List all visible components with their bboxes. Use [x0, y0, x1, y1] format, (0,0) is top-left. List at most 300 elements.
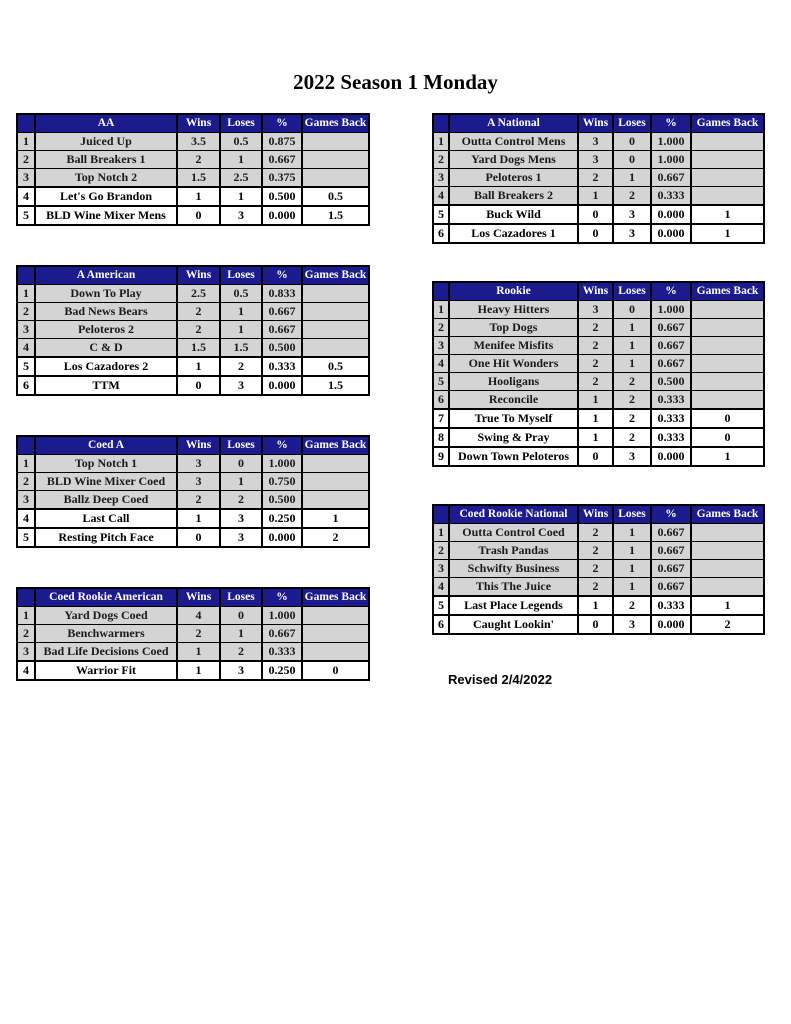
- col-header-loses: Loses: [613, 282, 651, 301]
- loses-cell: 2: [613, 596, 651, 615]
- team-cell: Los Cazadores 1: [449, 224, 578, 243]
- loses-cell: 2: [220, 357, 262, 376]
- wins-cell: 1: [177, 509, 220, 528]
- loses-cell: 3: [613, 205, 651, 224]
- team-row: [17, 339, 369, 358]
- loses-cell: 0: [613, 301, 651, 319]
- team-cell: Resting Pitch Face: [35, 528, 177, 547]
- pct-cell: 0.667: [262, 321, 302, 339]
- rank-cell: 4: [433, 355, 449, 373]
- team-row: [17, 607, 369, 625]
- standings-table-coed-rookie-national: [432, 504, 765, 635]
- loses-cell: 3: [220, 661, 262, 680]
- loses-cell: 1: [613, 337, 651, 355]
- games-back-cell: 0.5: [302, 357, 369, 376]
- loses-cell: 1: [220, 625, 262, 643]
- rank-cell: 4: [17, 509, 35, 528]
- wins-cell: 1.5: [177, 339, 220, 358]
- pct-cell: 0.333: [262, 643, 302, 662]
- wins-cell: 2: [578, 578, 613, 597]
- standings-body: [433, 301, 764, 467]
- wins-cell: 3: [578, 151, 613, 169]
- rank-cell: 2: [433, 151, 449, 169]
- corner-cell: [433, 114, 449, 133]
- wins-cell: 0: [578, 205, 613, 224]
- wins-cell: 3: [177, 455, 220, 473]
- corner-cell: [17, 266, 35, 285]
- rank-cell: 4: [433, 187, 449, 206]
- header-row: [433, 282, 764, 301]
- team-row: [433, 133, 764, 151]
- pct-cell: 0.333: [651, 187, 691, 206]
- rank-cell: 2: [433, 542, 449, 560]
- games-back-cell: [302, 339, 369, 358]
- loses-cell: 1: [613, 169, 651, 187]
- pct-cell: 0.333: [651, 409, 691, 428]
- loses-cell: 3: [613, 224, 651, 243]
- team-row: [17, 133, 369, 151]
- standings-table-coed-rookie-american: [16, 587, 370, 681]
- wins-cell: 0: [177, 376, 220, 395]
- loses-cell: 3: [220, 376, 262, 395]
- wins-cell: 1: [177, 643, 220, 662]
- standings-table-a-national: [432, 113, 765, 244]
- rank-cell: 2: [17, 473, 35, 491]
- team-row-below-line: [433, 409, 764, 428]
- wins-cell: 2: [578, 355, 613, 373]
- games-back-cell: [691, 301, 764, 319]
- rank-cell: 2: [17, 303, 35, 321]
- games-back-cell: [302, 151, 369, 169]
- pct-cell: 0.250: [262, 661, 302, 680]
- team-cell: Peloteros 2: [35, 321, 177, 339]
- team-row: [433, 151, 764, 169]
- wins-cell: 3: [578, 301, 613, 319]
- team-cell: Ballz Deep Coed: [35, 491, 177, 510]
- team-cell: Buck Wild: [449, 205, 578, 224]
- header-row: [17, 588, 369, 607]
- loses-cell: 1: [613, 560, 651, 578]
- loses-cell: 0.5: [220, 133, 262, 151]
- pct-cell: 0.000: [651, 224, 691, 243]
- wins-cell: 1: [578, 596, 613, 615]
- pct-cell: 0.000: [651, 615, 691, 634]
- header-row: [433, 505, 764, 524]
- standings-table-rookie: [432, 281, 765, 467]
- team-row: [17, 285, 369, 303]
- division-header-a-american: A American: [35, 266, 177, 285]
- team-row: [17, 625, 369, 643]
- col-header-pct: %: [262, 266, 302, 285]
- loses-cell: 1: [220, 321, 262, 339]
- rank-cell: 5: [433, 596, 449, 615]
- col-header-pct: %: [651, 114, 691, 133]
- wins-cell: 2: [177, 491, 220, 510]
- wins-cell: 2: [177, 625, 220, 643]
- team-row: [433, 391, 764, 410]
- rank-cell: 1: [17, 607, 35, 625]
- loses-cell: 1: [613, 319, 651, 337]
- pct-cell: 0.667: [651, 319, 691, 337]
- rank-cell: 2: [17, 151, 35, 169]
- team-cell: Ball Breakers 1: [35, 151, 177, 169]
- loses-cell: 1: [613, 578, 651, 597]
- games-back-cell: 0: [691, 428, 764, 447]
- team-row: [17, 169, 369, 188]
- pct-cell: 0.667: [651, 337, 691, 355]
- loses-cell: 2: [220, 491, 262, 510]
- wins-cell: 0: [578, 447, 613, 466]
- col-header-wins: Wins: [177, 266, 220, 285]
- rank-cell: 5: [17, 528, 35, 547]
- col-header-wins: Wins: [578, 282, 613, 301]
- team-cell: Schwifty Business: [449, 560, 578, 578]
- team-cell: Last Place Legends: [449, 596, 578, 615]
- team-row: [433, 319, 764, 337]
- wins-cell: 1: [578, 391, 613, 410]
- pct-cell: 0.667: [651, 578, 691, 597]
- col-header-pct: %: [651, 282, 691, 301]
- col-header-wins: Wins: [578, 505, 613, 524]
- team-cell: BLD Wine Mixer Mens: [35, 206, 177, 225]
- team-cell: Juiced Up: [35, 133, 177, 151]
- wins-cell: 1: [177, 357, 220, 376]
- team-row-below-line: [433, 428, 764, 447]
- games-back-cell: [691, 578, 764, 597]
- rank-cell: 4: [17, 661, 35, 680]
- loses-cell: 3: [613, 615, 651, 634]
- pct-cell: 1.000: [651, 151, 691, 169]
- games-back-cell: 0: [302, 661, 369, 680]
- team-cell: TTM: [35, 376, 177, 395]
- pct-cell: 0.833: [262, 285, 302, 303]
- team-row: [17, 473, 369, 491]
- wins-cell: 1: [578, 428, 613, 447]
- rank-cell: 1: [17, 455, 35, 473]
- rank-cell: 3: [17, 169, 35, 188]
- pct-cell: 0.000: [262, 376, 302, 395]
- team-row: [17, 455, 369, 473]
- division-header-coed-a: Coed A: [35, 436, 177, 455]
- team-cell: Caught Lookin': [449, 615, 578, 634]
- standings-body: [433, 524, 764, 635]
- rank-cell: 5: [17, 357, 35, 376]
- loses-cell: 2: [613, 428, 651, 447]
- games-back-cell: [691, 169, 764, 187]
- rank-cell: 2: [17, 625, 35, 643]
- col-header-games-back: Games Back: [691, 114, 764, 133]
- games-back-cell: [302, 473, 369, 491]
- loses-cell: 0: [220, 455, 262, 473]
- games-back-cell: [302, 643, 369, 662]
- pct-cell: 1.000: [651, 301, 691, 319]
- team-cell: Menifee Misfits: [449, 337, 578, 355]
- games-back-cell: [302, 169, 369, 188]
- rank-cell: 6: [433, 391, 449, 410]
- team-row-below-line: [17, 528, 369, 547]
- loses-cell: 0: [613, 133, 651, 151]
- games-back-cell: 1: [691, 205, 764, 224]
- games-back-cell: [691, 373, 764, 391]
- standings-table-a-american: [16, 265, 370, 396]
- rank-cell: 3: [433, 169, 449, 187]
- team-row-below-line: [17, 376, 369, 395]
- rank-cell: 3: [433, 337, 449, 355]
- loses-cell: 1: [220, 151, 262, 169]
- loses-cell: 1: [220, 187, 262, 206]
- team-cell: Down To Play: [35, 285, 177, 303]
- games-back-cell: [691, 133, 764, 151]
- wins-cell: 3: [578, 133, 613, 151]
- rank-cell: 7: [433, 409, 449, 428]
- col-header-games-back: Games Back: [691, 505, 764, 524]
- team-row: [433, 301, 764, 319]
- team-row: [433, 542, 764, 560]
- team-cell: BLD Wine Mixer Coed: [35, 473, 177, 491]
- pct-cell: 0.500: [651, 373, 691, 391]
- col-header-pct: %: [262, 588, 302, 607]
- pct-cell: 0.667: [651, 542, 691, 560]
- games-back-cell: 1.5: [302, 376, 369, 395]
- games-back-cell: 2: [691, 615, 764, 634]
- games-back-cell: [302, 133, 369, 151]
- wins-cell: 2: [578, 560, 613, 578]
- wins-cell: 2: [177, 321, 220, 339]
- team-cell: Benchwarmers: [35, 625, 177, 643]
- team-cell: Peloteros 1: [449, 169, 578, 187]
- team-cell: Yard Dogs Coed: [35, 607, 177, 625]
- team-row: [17, 643, 369, 662]
- loses-cell: 1: [613, 542, 651, 560]
- rank-cell: 3: [433, 560, 449, 578]
- wins-cell: 2: [177, 151, 220, 169]
- loses-cell: 0: [613, 151, 651, 169]
- loses-cell: 3: [220, 528, 262, 547]
- wins-cell: 2: [578, 524, 613, 542]
- games-back-cell: [691, 319, 764, 337]
- rank-cell: 4: [17, 187, 35, 206]
- rank-cell: 4: [433, 578, 449, 597]
- loses-cell: 3: [220, 206, 262, 225]
- col-header-loses: Loses: [613, 505, 651, 524]
- games-back-cell: [691, 337, 764, 355]
- team-row: [433, 373, 764, 391]
- col-header-wins: Wins: [177, 588, 220, 607]
- pct-cell: 0.250: [262, 509, 302, 528]
- rank-cell: 6: [17, 376, 35, 395]
- pct-cell: 0.875: [262, 133, 302, 151]
- wins-cell: 2: [578, 169, 613, 187]
- wins-cell: 3: [177, 473, 220, 491]
- pct-cell: 0.000: [651, 447, 691, 466]
- col-header-games-back: Games Back: [302, 588, 369, 607]
- games-back-cell: 0.5: [302, 187, 369, 206]
- games-back-cell: [302, 491, 369, 510]
- team-cell: Hooligans: [449, 373, 578, 391]
- wins-cell: 2.5: [177, 285, 220, 303]
- team-row-below-line: [433, 596, 764, 615]
- corner-cell: [17, 588, 35, 607]
- rank-cell: 5: [433, 373, 449, 391]
- pct-cell: 0.667: [651, 169, 691, 187]
- games-back-cell: [302, 321, 369, 339]
- wins-cell: 1: [578, 409, 613, 428]
- team-cell: This The Juice: [449, 578, 578, 597]
- col-header-pct: %: [262, 114, 302, 133]
- rank-cell: 1: [17, 285, 35, 303]
- loses-cell: 2: [613, 373, 651, 391]
- rank-cell: 1: [433, 524, 449, 542]
- standings-body: [17, 607, 369, 681]
- loses-cell: 1: [220, 473, 262, 491]
- pct-cell: 0.000: [262, 528, 302, 547]
- team-row: [433, 169, 764, 187]
- col-header-games-back: Games Back: [302, 266, 369, 285]
- wins-cell: 3.5: [177, 133, 220, 151]
- team-cell: Yard Dogs Mens: [449, 151, 578, 169]
- standings-body: [17, 455, 369, 548]
- loses-cell: 2: [220, 643, 262, 662]
- team-cell: Top Notch 1: [35, 455, 177, 473]
- col-header-pct: %: [651, 505, 691, 524]
- team-row-below-line: [17, 206, 369, 225]
- games-back-cell: 1.5: [302, 206, 369, 225]
- pct-cell: 0.667: [651, 524, 691, 542]
- games-back-cell: [691, 355, 764, 373]
- games-back-cell: 1: [691, 224, 764, 243]
- team-row: [433, 578, 764, 597]
- games-back-cell: [302, 607, 369, 625]
- rank-cell: 3: [17, 321, 35, 339]
- col-header-loses: Loses: [220, 436, 262, 455]
- loses-cell: 0.5: [220, 285, 262, 303]
- col-header-games-back: Games Back: [302, 114, 369, 133]
- rank-cell: 5: [433, 205, 449, 224]
- games-back-cell: 2: [302, 528, 369, 547]
- pct-cell: 0.500: [262, 339, 302, 358]
- team-row-below-line: [17, 509, 369, 528]
- header-row: [17, 436, 369, 455]
- right-column: [432, 113, 763, 687]
- games-back-cell: [302, 303, 369, 321]
- left-column: [16, 113, 368, 720]
- team-row-below-line: [17, 357, 369, 376]
- team-cell: One Hit Wonders: [449, 355, 578, 373]
- team-cell: Ball Breakers 2: [449, 187, 578, 206]
- loses-cell: 3: [613, 447, 651, 466]
- team-row-below-line: [17, 187, 369, 206]
- col-header-loses: Loses: [220, 266, 262, 285]
- team-cell: Swing & Pray: [449, 428, 578, 447]
- games-back-cell: [691, 542, 764, 560]
- wins-cell: 2: [578, 542, 613, 560]
- pct-cell: 0.667: [651, 355, 691, 373]
- team-cell: Heavy Hitters: [449, 301, 578, 319]
- col-header-wins: Wins: [177, 436, 220, 455]
- pct-cell: 1.000: [651, 133, 691, 151]
- team-row: [433, 355, 764, 373]
- pct-cell: 0.500: [262, 187, 302, 206]
- pct-cell: 0.667: [651, 560, 691, 578]
- games-back-cell: [302, 285, 369, 303]
- loses-cell: 2: [613, 187, 651, 206]
- loses-cell: 3: [220, 509, 262, 528]
- team-cell: Reconcile: [449, 391, 578, 410]
- rank-cell: 3: [17, 643, 35, 662]
- col-header-games-back: Games Back: [302, 436, 369, 455]
- rank-cell: 4: [17, 339, 35, 358]
- games-back-cell: 1: [691, 596, 764, 615]
- wins-cell: 0: [177, 528, 220, 547]
- team-row: [17, 491, 369, 510]
- pct-cell: 0.000: [262, 206, 302, 225]
- pct-cell: 0.375: [262, 169, 302, 188]
- standings-body: [433, 133, 764, 244]
- header-row: [433, 114, 764, 133]
- games-back-cell: [691, 524, 764, 542]
- team-row: [433, 560, 764, 578]
- rank-cell: 1: [17, 133, 35, 151]
- wins-cell: 2: [578, 337, 613, 355]
- team-cell: Bad News Bears: [35, 303, 177, 321]
- loses-cell: 1: [220, 303, 262, 321]
- team-row: [433, 524, 764, 542]
- rank-cell: 6: [433, 224, 449, 243]
- corner-cell: [17, 114, 35, 133]
- header-row: [17, 266, 369, 285]
- games-back-cell: 1: [302, 509, 369, 528]
- wins-cell: 1: [177, 187, 220, 206]
- team-cell: Trash Pandas: [449, 542, 578, 560]
- team-row: [17, 321, 369, 339]
- wins-cell: 2: [578, 319, 613, 337]
- pct-cell: 0.750: [262, 473, 302, 491]
- wins-cell: 0: [578, 224, 613, 243]
- rank-cell: 5: [17, 206, 35, 225]
- team-row-below-line: [17, 661, 369, 680]
- loses-cell: 2: [613, 391, 651, 410]
- team-row: [17, 303, 369, 321]
- pct-cell: 0.667: [262, 625, 302, 643]
- team-row-below-line: [433, 224, 764, 243]
- col-header-loses: Loses: [220, 588, 262, 607]
- col-header-loses: Loses: [613, 114, 651, 133]
- header-row: [17, 114, 369, 133]
- games-back-cell: [302, 455, 369, 473]
- col-header-games-back: Games Back: [691, 282, 764, 301]
- team-cell: Top Notch 2: [35, 169, 177, 188]
- col-header-wins: Wins: [177, 114, 220, 133]
- col-header-loses: Loses: [220, 114, 262, 133]
- games-back-cell: 0: [691, 409, 764, 428]
- rank-cell: 6: [433, 615, 449, 634]
- col-header-wins: Wins: [578, 114, 613, 133]
- pct-cell: 0.333: [651, 428, 691, 447]
- games-back-cell: [691, 187, 764, 206]
- wins-cell: 1: [177, 661, 220, 680]
- wins-cell: 0: [177, 206, 220, 225]
- revised-note: Revised 2/4/2022: [448, 672, 553, 687]
- wins-cell: 1: [578, 187, 613, 206]
- pct-cell: 0.500: [262, 491, 302, 510]
- team-cell: C & D: [35, 339, 177, 358]
- team-cell: Warrior Fit: [35, 661, 177, 680]
- team-cell: Outta Control Mens: [449, 133, 578, 151]
- wins-cell: 1.5: [177, 169, 220, 188]
- loses-cell: 1: [613, 524, 651, 542]
- division-header-coed-rookie-american: Coed Rookie American: [35, 588, 177, 607]
- team-row-below-line: [433, 615, 764, 634]
